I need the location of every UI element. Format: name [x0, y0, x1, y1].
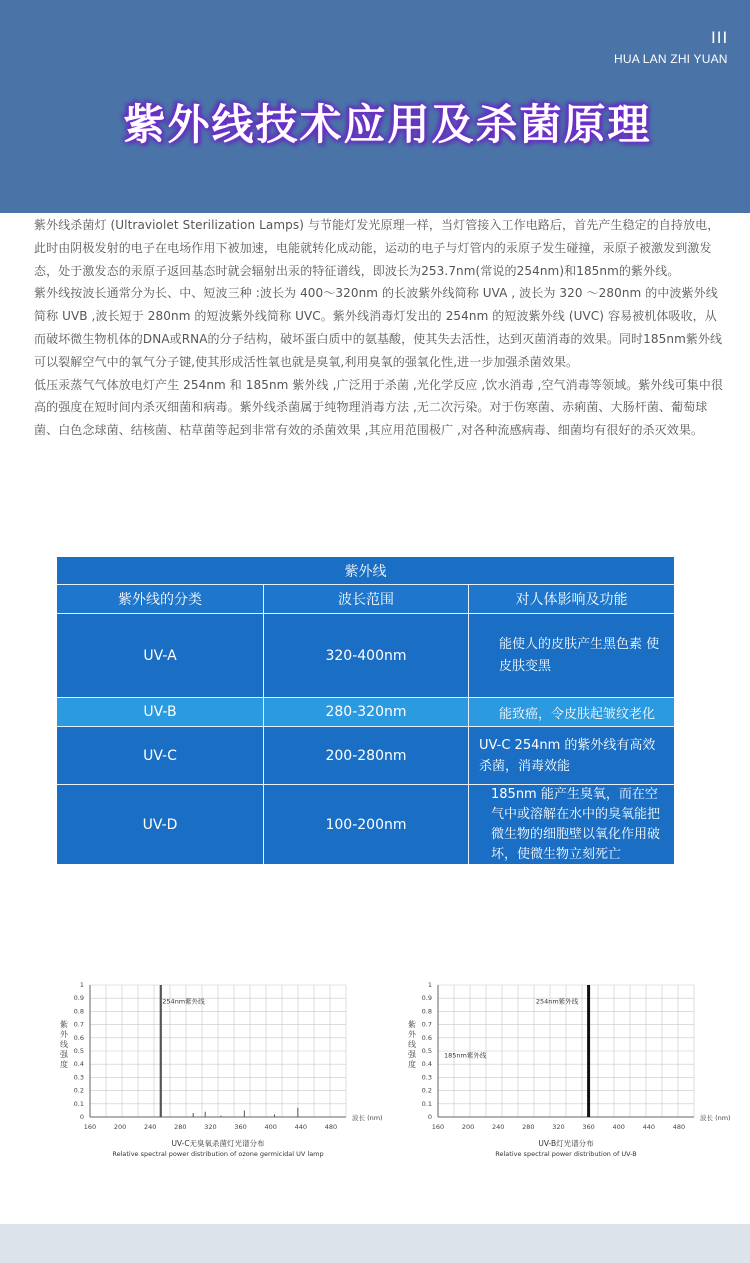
y-tick-label: 0.4 — [421, 1060, 432, 1069]
chart-subtitle: Relative spectral power distribution of UV-B — [495, 1150, 637, 1158]
uv-type-cell: UV-B — [143, 704, 177, 720]
y-tick-label: 0.9 — [421, 994, 432, 1003]
y-tick-label: 0.6 — [421, 1033, 432, 1042]
x-tick-label: 280 — [174, 1123, 187, 1131]
x-axis-label: 波长 (nm) — [352, 1114, 383, 1122]
uvb-spectrum-chart — [404, 975, 739, 1165]
y-tick-label: 0.5 — [73, 1047, 84, 1055]
y-tick-label: 0.7 — [73, 1020, 84, 1029]
x-tick-label: 360 — [582, 1123, 595, 1131]
effect-cell: 185nm 能产生臭氧，而在空气中或溶解在水中的臭氧能把微生物的细胞壁以氧化作用破坏，使微生物立刻死亡 — [491, 786, 661, 862]
x-tick-label: 160 — [83, 1123, 97, 1131]
wavelength-cell: 280-320nm — [325, 704, 407, 720]
y-tick-label: 0 — [79, 1113, 84, 1121]
column-header-range: 波长范围 — [338, 592, 394, 608]
x-tick-label: 400 — [264, 1123, 277, 1131]
brand-mark: III — [711, 28, 729, 47]
y-axis-label: 紫外线强度 — [60, 1020, 68, 1069]
x-tick-label: 160 — [431, 1123, 445, 1131]
y-tick-label: 0.3 — [73, 1073, 84, 1082]
y-tick-label: 0.9 — [73, 994, 84, 1003]
y-tick-label: 1 — [79, 981, 84, 989]
x-tick-label: 320 — [204, 1123, 217, 1131]
x-tick-label: 400 — [612, 1123, 625, 1131]
x-tick-label: 480 — [324, 1123, 338, 1131]
y-tick-label: 0.1 — [73, 1099, 84, 1108]
effect-cell: UV-C 254nm 的紫外线有高效杀菌，消毒效能 — [479, 737, 656, 774]
y-tick-label: 0.8 — [73, 1007, 84, 1016]
chart-title: UV-B灯光谱分布 — [538, 1139, 594, 1148]
x-tick-label: 320 — [552, 1123, 565, 1131]
x-tick-label: 200 — [113, 1123, 127, 1131]
page-header — [0, 0, 750, 213]
chart-title: UV-C无臭氧杀菌灯光谱分布 — [171, 1139, 265, 1148]
x-tick-label: 440 — [294, 1123, 308, 1131]
y-tick-label: 0 — [427, 1113, 432, 1121]
x-axis-label: 波长 (nm) — [700, 1114, 731, 1122]
x-tick-label: 480 — [672, 1123, 686, 1131]
uv-type-cell: UV-D — [142, 816, 178, 833]
effect-cell: 能使人的皮肤产生黑色素 使皮肤变黑 — [499, 636, 660, 674]
effect-cell: 能致癌，令皮肤起皱纹老化 — [499, 706, 656, 722]
page-title: 紫外线技术应用及杀菌原理 — [123, 100, 652, 149]
intro-paragraph: 紫外线杀菌灯 (Ultraviolet Sterilization Lamps) 与节能灯发光原理一样，当灯管接入工作电路后，首先产生稳定的自持放电，此时由阴极发射的电子在电场作用下被加速，电能就转化成动能，运动的电子与灯管内的汞原子发生碰撞，汞原子被激发到激发态，处于激发态的汞原子返回基态时就会辐射出汞的特征谱线，即波长为253.7nm(常说的254nm)和185nm的紫外线。 — [34, 218, 720, 278]
y-tick-label: 0.2 — [73, 1086, 84, 1095]
x-tick-label: 440 — [642, 1123, 656, 1131]
column-header-effect: 对人体影响及功能 — [515, 592, 628, 608]
x-tick-label: 280 — [522, 1123, 535, 1131]
y-tick-label: 0.6 — [73, 1033, 84, 1042]
y-tick-label: 0.5 — [421, 1047, 432, 1055]
intro-text — [34, 214, 724, 442]
chart-subtitle: Relative spectral power distribution of ozone germicidal UV lamp — [112, 1150, 324, 1158]
uv-classification-table — [57, 557, 674, 864]
wavelength-cell: 100-200nm — [325, 816, 407, 833]
footer-bar — [0, 1224, 750, 1263]
column-header-type: 紫外线的分类 — [118, 592, 202, 608]
x-tick-label: 240 — [492, 1123, 505, 1131]
y-tick-label: 0.4 — [73, 1060, 84, 1069]
y-axis-label: 紫外线强度 — [408, 1020, 416, 1069]
uv-type-cell: UV-A — [143, 647, 177, 664]
chart-annotation: 254nm紫外线 — [162, 997, 205, 1006]
table-title: 紫外线 — [344, 563, 387, 580]
x-tick-label: 360 — [234, 1123, 247, 1131]
wavelength-cell: 320-400nm — [325, 647, 407, 664]
chart-annotation: 185nm紫外线 — [444, 1051, 487, 1060]
intro-paragraph: 低压汞蒸气气体放电灯产生 254nm 和 185nm 紫外线 ,广泛用于杀菌 ,光化学反应 ,饮水消毒 ,空气消毒等领域。紫外线可集中很高的强度在短时间内杀灭细菌和病毒。紫外线杀菌属于纯物理消毒方法 ,无二次污染。对于伤寒菌、赤痢菌、大肠杆菌、葡萄球菌、白色念球菌、结核菌、枯草菌等起到非常有效的杀菌效果 ,其应用范围极广 ,对各种流感病毒、细菌均有很好的杀灭效果。 — [34, 377, 723, 438]
x-tick-label: 200 — [461, 1123, 475, 1131]
wavelength-cell: 200-280nm — [325, 747, 407, 764]
brand-name: HUA LAN ZHI YUAN — [614, 52, 728, 66]
y-tick-label: 0.7 — [421, 1020, 432, 1029]
intro-paragraph: 紫外线按波长通常分为长、中、短波三种 :波长为 400～320nm 的长波紫外线简称 UVA , 波长为 320 ～280nm 的中波紫外线简称 UVB ,波长短于 280nm 的短波紫外线简称 UVC。紫外线消毒灯发出的 254nm 的短波紫外线 (UVC) 容易被机体吸收，从而破坏微生物机体的DNA或RNA的分子结构，破坏蛋白质中的氨基酸，使其失去活性，达到灭菌消毒的效果。同时185nm紫外线可以裂解空气中的氧气分子键,使其形成活性氧也就是臭氧,利用臭氧的强氧化性,进一步加强杀菌效果。 — [34, 286, 723, 369]
uvc-spectrum-chart — [50, 975, 390, 1165]
y-tick-label: 1 — [427, 981, 432, 989]
y-tick-label: 0.2 — [421, 1086, 432, 1095]
y-tick-label: 0.1 — [421, 1099, 432, 1108]
chart-annotation: 254nm紫外线 — [535, 997, 579, 1006]
y-tick-label: 0.3 — [421, 1073, 432, 1082]
x-tick-label: 240 — [144, 1123, 157, 1131]
uv-type-cell: UV-C — [143, 747, 177, 764]
y-tick-label: 0.8 — [421, 1007, 432, 1016]
